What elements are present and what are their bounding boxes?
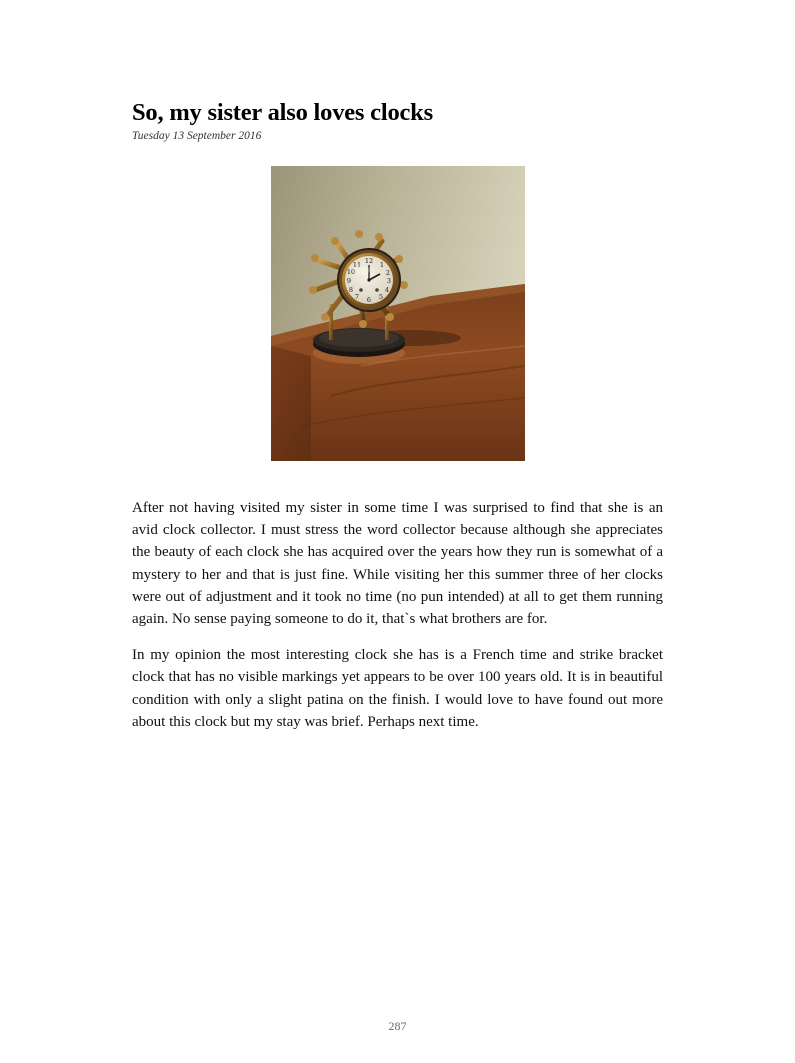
svg-text:4: 4 — [384, 286, 390, 294]
svg-text:9: 9 — [346, 277, 352, 285]
post-body — [132, 497, 663, 747]
svg-text:1: 1 — [379, 261, 385, 269]
ships-wheel-clock-photo — [271, 166, 525, 461]
svg-text:11: 11 — [352, 261, 362, 269]
page-number: 287 — [388, 1019, 407, 1033]
svg-text:3: 3 — [386, 277, 392, 285]
svg-text:8: 8 — [348, 286, 354, 294]
post-title: So, my sister also loves clocks — [132, 99, 433, 126]
svg-text:12: 12 — [364, 257, 374, 265]
svg-text:2: 2 — [385, 269, 391, 277]
svg-text:10: 10 — [346, 268, 356, 276]
paragraph: In my opinion the most interesting clock she has is a French time and strike bracket clock that has no visible markings yet appears to be over 100 years old. It is in beautiful condition with only a slight patina on the finish. I would love to have found out more about this clock but my stay was brief. Perhaps next time. — [132, 647, 663, 730]
svg-text:5: 5 — [378, 293, 384, 301]
svg-text:7: 7 — [354, 293, 360, 301]
svg-text:6: 6 — [366, 296, 372, 304]
paragraph: After not having visited my sister in some time I was surprised to find that she is an avid clock collector. I must stress the word collector because although she appreciates the beauty of each clock she has acquired over the years how they run is somewhat of a mystery to her and that is just fine. While visiting her this summer three of her clocks were out of adjustment and it took no time (no pun intended) at all to get them running again. No sense paying someone to do it, that`s what brothers are for. — [132, 500, 663, 628]
post-date: Tuesday 13 September 2016 — [132, 130, 262, 142]
